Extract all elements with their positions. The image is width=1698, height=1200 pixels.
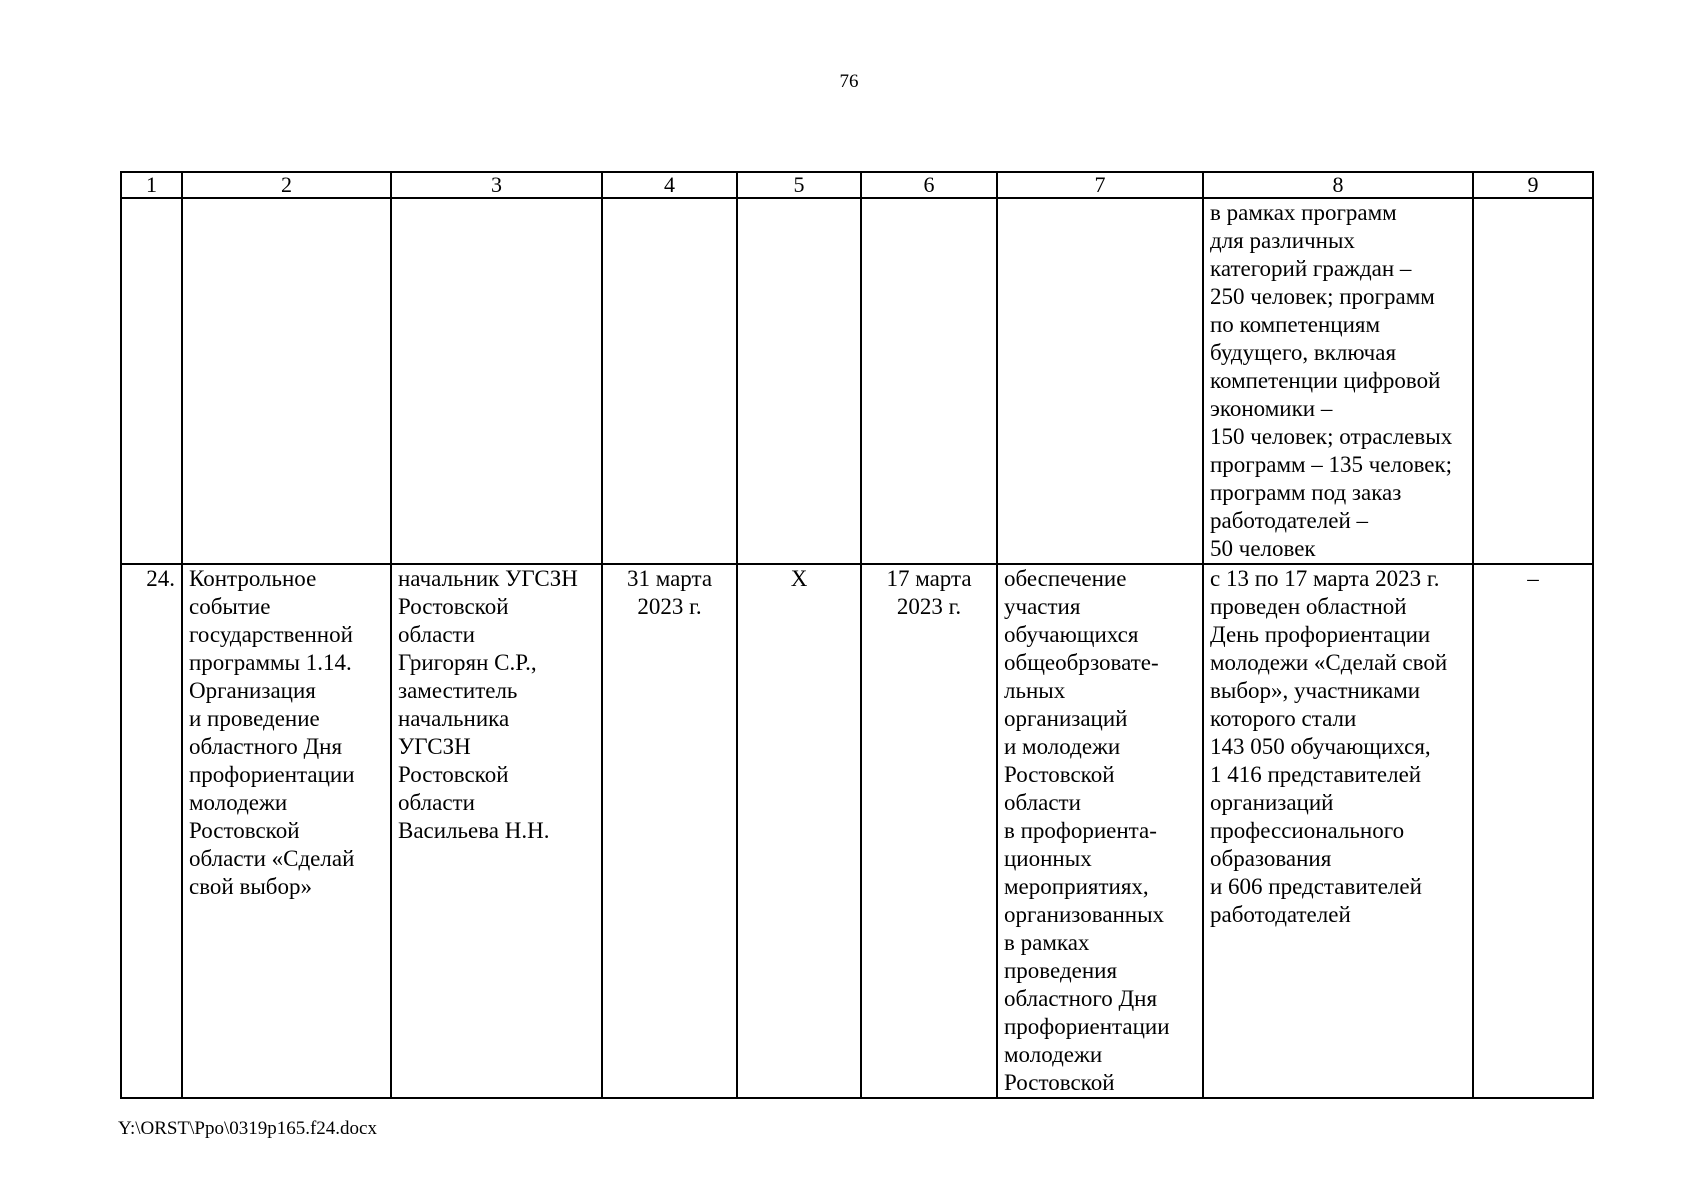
table-cell: [602, 198, 737, 564]
table-cell: [861, 198, 997, 564]
table-cell: [1473, 198, 1593, 564]
column-header: 6: [861, 172, 997, 198]
column-header: 3: [391, 172, 602, 198]
actual-date-cell: 17 марта 2023 г.: [861, 564, 997, 1098]
column-header: 9: [1473, 172, 1593, 198]
column-header: 2: [182, 172, 391, 198]
result-cell: с 13 по 17 марта 2023 г. проведен областной День профориентации молодежи «Сделай свой выбор», участниками которого стали 143 050 обучающихся, 1 416 представителей организаций профессионального образования и 606 представителей работодателей: [1203, 564, 1473, 1098]
table-cell: [737, 198, 861, 564]
page-number: 76: [839, 71, 859, 92]
responsible-cell: начальник УГСЗН Ростовской области Григорян С.Р., заместитель начальника УГСЗН Ростовской области Васильева Н.Н.: [391, 564, 602, 1098]
table-cell: [121, 198, 182, 564]
table-cell: [997, 198, 1203, 564]
column-header: 4: [602, 172, 737, 198]
table-header-row: [121, 172, 1593, 198]
notes-cell: –: [1473, 564, 1593, 1098]
report-table: [120, 171, 1594, 1099]
column-header: 1: [121, 172, 182, 198]
expected-result-cell: обеспечение участия обучающихся общеобрзовате- льных организаций и молодежи Ростовской области в профориента- ционных мероприятиях, организованных в рамках проведения областного Дня профориентации молодежи Ростовской: [997, 564, 1203, 1098]
table-row-24: [121, 564, 1593, 1098]
event-name-cell: Контрольное событие государственной программы 1.14. Организация и проведение областного Дня профориентации молодежи Ростовской области «Сделай свой выбор»: [182, 564, 391, 1098]
planned-date-cell: 31 марта 2023 г.: [602, 564, 737, 1098]
file-path-footer: Y:\ORST\Ppo\0319p165.f24.docx: [118, 1118, 377, 1139]
table-cell: [391, 198, 602, 564]
column-header: 7: [997, 172, 1203, 198]
column-header: 5: [737, 172, 861, 198]
result-cell: в рамках программ для различных категорий граждан – 250 человек; программ по компетенциям будущего, включая компетенции цифровой экономики – 150 человек; отраслевых программ – 135 человек; программ под заказ работодателей – 50 человек: [1203, 198, 1473, 564]
column-5-cell: X: [737, 564, 861, 1098]
row-number-cell: 24.: [121, 564, 182, 1098]
column-header: 8: [1203, 172, 1473, 198]
table-cell: [182, 198, 391, 564]
table-row-continuation: [121, 198, 1593, 564]
